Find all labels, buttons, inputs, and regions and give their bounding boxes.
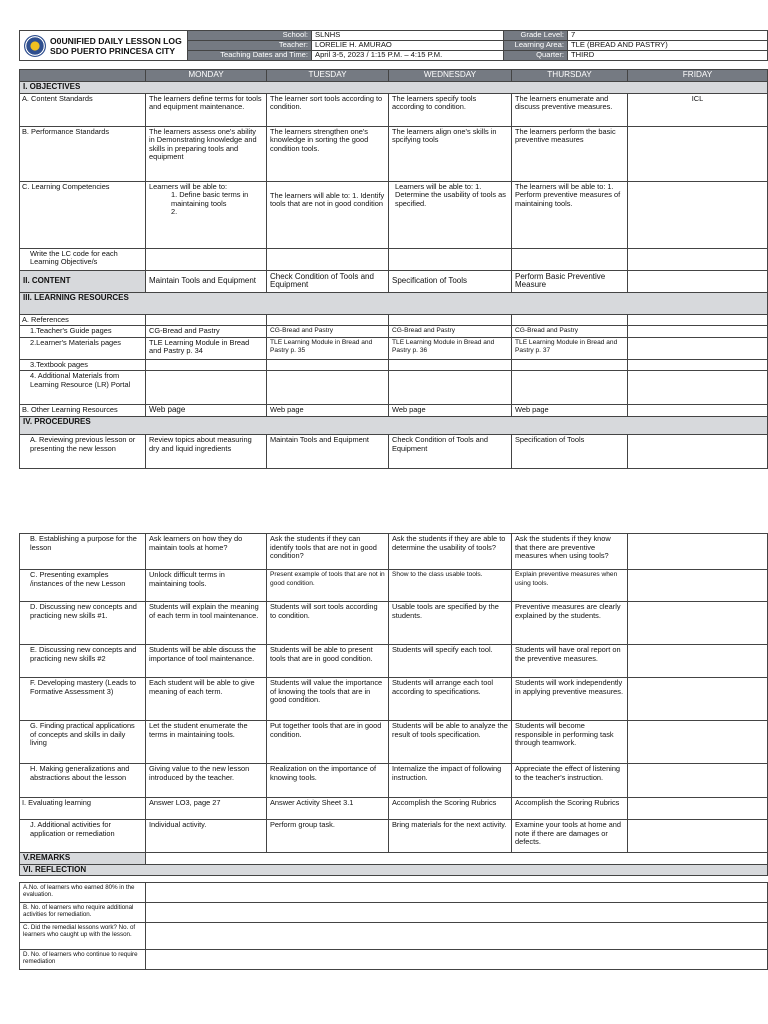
cell-thursday: Ask the students if they know that there are preventive measures when using tools? xyxy=(512,534,628,570)
reflection-c-cell xyxy=(146,923,768,950)
cell-tuesday: Ask the students if they can identify tools that are not in good condition? xyxy=(267,534,389,570)
cell-friday xyxy=(628,371,768,405)
cell-wednesday: Ask the students if they are able to determine the usability of tools? xyxy=(389,534,512,570)
table-row xyxy=(20,93,768,126)
cell-thursday xyxy=(512,248,628,270)
cell-wednesday: Internalize the impact of following instruction. xyxy=(389,764,512,798)
teacher-value: LORELIE H. AMURAO xyxy=(312,41,504,51)
cell-tuesday: Students will value the importance of knowing the tools that are in good condition. xyxy=(267,678,389,721)
cell-wednesday: The learners align one's skills in spcifying tools xyxy=(389,126,512,181)
cell-friday xyxy=(628,435,768,469)
school-label: School: xyxy=(188,31,312,41)
row-label: J. Additional activities for application or remediation xyxy=(20,820,146,853)
table-row xyxy=(20,371,768,405)
cell-thursday xyxy=(512,371,628,405)
row-label: D. Discussing new concepts and practicing new skills #1. xyxy=(20,602,146,645)
competency-item-2: 2. xyxy=(171,207,178,217)
row-label: A. References xyxy=(20,314,146,326)
cell-tuesday: The learners strengthen one's knowledge in sorting the good condition tools. xyxy=(267,126,389,181)
cell-monday: CG-Bread and Pastry xyxy=(146,326,267,338)
cell-thursday: Perform Basic Preventive Measure xyxy=(512,270,628,292)
competency-item-1: 1. Define basic terms in maintaining tools xyxy=(171,190,249,208)
cell-friday xyxy=(628,405,768,417)
table-row xyxy=(20,181,768,248)
table-row xyxy=(20,534,768,570)
cell-thursday: Students will have oral report on the preventive measures. xyxy=(512,645,628,678)
cell-monday: Students will be able discuss the importance of tool maintenance. xyxy=(146,645,267,678)
cell-tuesday: Students will sort tools according to condition. xyxy=(267,602,389,645)
remarks-cell xyxy=(146,853,768,865)
cell-monday: The learners assess one's ability in Demonstrating knowledge and skills in preparing tools and equipment xyxy=(146,126,267,181)
row-label: 2.Learner's Materials pages xyxy=(20,337,146,359)
table-row xyxy=(20,359,768,371)
cell-friday xyxy=(628,602,768,645)
cell-thursday: The learners perform the basic preventive measures xyxy=(512,126,628,181)
cell-wednesday: Students will arrange each tool according to specifications. xyxy=(389,678,512,721)
row-label: Write the LC code for each Learning Objective/s xyxy=(20,248,146,270)
table-row xyxy=(20,602,768,645)
cell-wednesday: The learners specify tools according to condition. xyxy=(389,93,512,126)
remarks-heading: V.REMARKS xyxy=(20,853,146,865)
teacher-label: Teacher: xyxy=(188,41,312,51)
day-header-wednesday: WEDNESDAY xyxy=(389,70,512,82)
row-label: I. Evaluating learning xyxy=(20,798,146,820)
cell-thursday: Appreciate the effect of listening to the teacher's instruction. xyxy=(512,764,628,798)
row-label: C. Learning Competencies xyxy=(20,181,146,248)
objectives-heading-row xyxy=(20,82,768,94)
cell-tuesday: Web page xyxy=(267,405,389,417)
cell-friday xyxy=(628,248,768,270)
row-label: H. Making generalizations and abstractions about the lesson xyxy=(20,764,146,798)
cell-tuesday: Put together tools that are in good condition. xyxy=(267,721,389,764)
cell-monday xyxy=(146,371,267,405)
cell-thursday xyxy=(512,314,628,326)
cell-wednesday: Check Condition of Tools and Equipment xyxy=(389,435,512,469)
table-row xyxy=(20,314,768,326)
grade-label: Grade Level: xyxy=(504,31,568,41)
cell-tuesday: Perform group task. xyxy=(267,820,389,853)
cell-thursday: The learners will be able to: 1. Perform preventive measures of maintaining tools. xyxy=(512,181,628,248)
cell-monday: TLE Learning Module in Bread and Pastry p. 34 xyxy=(146,337,267,359)
cell-wednesday xyxy=(389,314,512,326)
header-title-cell xyxy=(20,31,188,61)
row-label: 4. Additional Materials from Learning Resource (LR) Portal xyxy=(20,371,146,405)
cell-tuesday: Realization on the importance of knowing tools. xyxy=(267,764,389,798)
cell-tuesday xyxy=(267,314,389,326)
school-value: SLNHS xyxy=(312,31,504,41)
cell-monday: Maintain Tools and Equipment xyxy=(146,270,267,292)
row-label: G. Finding practical applications of concepts and skills in daily living xyxy=(20,721,146,764)
procedures-heading-row xyxy=(20,417,768,435)
cell-monday: Review topics about measuring dry and liquid ingredients xyxy=(146,435,267,469)
lesson-table-part2 xyxy=(19,533,768,876)
cell-friday xyxy=(628,359,768,371)
row-label: A. Content Standards xyxy=(20,93,146,126)
cell-wednesday xyxy=(389,248,512,270)
row-label: B. Other Learning Resources xyxy=(20,405,146,417)
table-row xyxy=(20,903,768,923)
table-row xyxy=(20,883,768,903)
reflection-b-cell xyxy=(146,903,768,923)
cell-tuesday: The learner sort tools according to condition. xyxy=(267,93,389,126)
table-row xyxy=(20,435,768,469)
reflection-c-label: C. Did the remedial lessons work? No. of learners who caught up with the lesson. xyxy=(20,923,146,950)
cell-monday: Giving value to the new lesson introduced by the teacher. xyxy=(146,764,267,798)
cell-friday xyxy=(628,270,768,292)
cell-tuesday: Present example of tools that are not in good condition. xyxy=(267,570,389,602)
cell-friday xyxy=(628,534,768,570)
cell-tuesday: Maintain Tools and Equipment xyxy=(267,435,389,469)
cell-friday xyxy=(628,126,768,181)
cell-tuesday: Answer Activity Sheet 3.1 xyxy=(267,798,389,820)
cell-wednesday: TLE Learning Module in Bread and Pastry p. 36 xyxy=(389,337,512,359)
row-label: F. Developing mastery (Leads to Formative Assessment 3) xyxy=(20,678,146,721)
competency-intro: Learners will be able to: xyxy=(149,181,228,191)
cell-friday xyxy=(628,181,768,248)
table-row xyxy=(20,950,768,970)
cell-monday xyxy=(146,248,267,270)
cell-thursday xyxy=(512,359,628,371)
row-label: 1.Teacher's Guide pages xyxy=(20,326,146,338)
area-value: TLE (BREAD AND PASTRY) xyxy=(568,41,768,51)
lesson-table-part1 xyxy=(19,69,768,469)
table-row xyxy=(20,405,768,417)
reflection-b-label: B. No. of learners who require additional activities for remediation. xyxy=(20,903,146,923)
cell-monday: Ask learners on how they do maintain tools at home? xyxy=(146,534,267,570)
reflection-d-cell xyxy=(146,950,768,970)
cell-friday xyxy=(628,764,768,798)
objectives-heading: I. OBJECTIVES xyxy=(20,82,768,94)
cell-friday xyxy=(628,721,768,764)
cell-wednesday: Specification of Tools xyxy=(389,270,512,292)
row-label: C. Presenting examples /instances of the new Lesson xyxy=(20,570,146,602)
table-row xyxy=(20,645,768,678)
cell-thursday: Web page xyxy=(512,405,628,417)
cell-monday: The learners define terms for tools and equipment maintenance. xyxy=(146,93,267,126)
division-seal-icon xyxy=(24,35,46,57)
area-label: Learning Area: xyxy=(504,41,568,51)
cell-tuesday: Check Condition of Tools and Equipment xyxy=(267,270,389,292)
cell-thursday: Accomplish the Scoring Rubrics xyxy=(512,798,628,820)
cell-wednesday xyxy=(389,359,512,371)
day-header-row xyxy=(20,70,768,82)
cell-tuesday: TLE Learning Module in Bread and Pastry p. 35 xyxy=(267,337,389,359)
header-table xyxy=(19,30,768,61)
table-row xyxy=(20,721,768,764)
cell-wednesday: Students will be able to analyze the result of tools specification. xyxy=(389,721,512,764)
dates-label: Teaching Dates and Time: xyxy=(188,51,312,61)
cell-tuesday: CG-Bread and Pastry xyxy=(267,326,389,338)
cell-monday: Each student will be able to give meaning of each term. xyxy=(146,678,267,721)
reflection-a-cell xyxy=(146,883,768,903)
table-row xyxy=(20,764,768,798)
table-row xyxy=(20,248,768,270)
row-label: B. Establishing a purpose for the lesson xyxy=(20,534,146,570)
cell-thursday: Explain preventive measures when using tools. xyxy=(512,570,628,602)
cell-wednesday: Learners will be able to: 1. Determine the usability of tools as specified. xyxy=(389,181,512,248)
cell-friday xyxy=(628,326,768,338)
cell-tuesday: Students will be able to present tools that are in good condition. xyxy=(267,645,389,678)
content-heading: II. CONTENT xyxy=(20,270,146,292)
grade-value: 7 xyxy=(568,31,768,41)
cell-monday xyxy=(146,181,267,248)
resources-heading: III. LEARNING RESOURCES xyxy=(20,292,768,314)
cell-thursday: Students will become responsible in performing task through teamwork. xyxy=(512,721,628,764)
cell-monday: Let the student enumerate the terms in maintaining tools. xyxy=(146,721,267,764)
cell-thursday: Preventive measures are clearly explained by the students. xyxy=(512,602,628,645)
cell-thursday: The learners enumerate and discuss preventive measures. xyxy=(512,93,628,126)
cell-wednesday: Bring materials for the next activity. xyxy=(389,820,512,853)
cell-friday xyxy=(628,678,768,721)
reflection-a-label: A.No. of learners who earned 80% in the evaluation. xyxy=(20,883,146,903)
cell-wednesday xyxy=(389,371,512,405)
resources-heading-row xyxy=(20,292,768,314)
cell-friday xyxy=(628,570,768,602)
cell-monday: Individual activity. xyxy=(146,820,267,853)
cell-monday xyxy=(146,359,267,371)
day-header-blank xyxy=(20,70,146,82)
cell-monday: Unlock difficult terms in maintaining tools. xyxy=(146,570,267,602)
cell-friday xyxy=(628,645,768,678)
procedures-heading: IV. PROCEDURES xyxy=(20,417,768,435)
table-row xyxy=(20,798,768,820)
day-header-monday: MONDAY xyxy=(146,70,267,82)
day-header-friday: FRIDAY xyxy=(628,70,768,82)
cell-tuesday xyxy=(267,248,389,270)
table-row xyxy=(20,570,768,602)
row-label: B. Performance Standards xyxy=(20,126,146,181)
table-row xyxy=(20,820,768,853)
table-row xyxy=(20,337,768,359)
cell-friday xyxy=(628,798,768,820)
table-row xyxy=(20,326,768,338)
cell-monday: Students will explain the meaning of each term in tool maintenance. xyxy=(146,602,267,645)
cell-friday xyxy=(628,314,768,326)
cell-thursday: CG-Bread and Pastry xyxy=(512,326,628,338)
division-title: SDO PUERTO PRINCESA CITY xyxy=(50,45,176,56)
cell-thursday: Students will work independently in applying preventive measures. xyxy=(512,678,628,721)
log-title: O0UNIFIED DAILY LESSON LOG xyxy=(50,35,182,46)
cell-thursday: Specification of Tools xyxy=(512,435,628,469)
cell-monday: Answer LO3, page 27 xyxy=(146,798,267,820)
cell-wednesday: Students will specify each tool. xyxy=(389,645,512,678)
dates-value: April 3-5, 2023 / 1:15 P.M. – 4:15 P.M. xyxy=(312,51,504,61)
day-header-thursday: THURSDAY xyxy=(512,70,628,82)
content-row xyxy=(20,270,768,292)
cell-friday xyxy=(628,337,768,359)
quarter-label: Quarter: xyxy=(504,51,568,61)
quarter-value: THIRD xyxy=(568,51,768,61)
table-row xyxy=(20,126,768,181)
table-row xyxy=(20,678,768,721)
reflection-d-label: D. No. of learners who continue to require remediation xyxy=(20,950,146,970)
cell-wednesday: CG-Bread and Pastry xyxy=(389,326,512,338)
cell-friday: ICL xyxy=(628,93,768,126)
cell-tuesday xyxy=(267,359,389,371)
cell-tuesday xyxy=(267,371,389,405)
remarks-row xyxy=(20,853,768,865)
cell-wednesday: Usable tools are specified by the students. xyxy=(389,602,512,645)
reflection-table xyxy=(19,882,768,970)
row-label: E. Discussing new concepts and practicing new skills #2 xyxy=(20,645,146,678)
cell-monday: Web page xyxy=(146,405,267,417)
cell-wednesday: Web page xyxy=(389,405,512,417)
table-row xyxy=(20,923,768,950)
cell-friday xyxy=(628,820,768,853)
row-label: A. Reviewing previous lesson or presenting the new lesson xyxy=(20,435,146,469)
day-header-tuesday: TUESDAY xyxy=(267,70,389,82)
cell-thursday: TLE Learning Module in Bread and Pastry p. 37 xyxy=(512,337,628,359)
cell-tuesday: The learners will able to: 1. Identify tools that are not in good condition xyxy=(267,181,389,248)
reflection-heading-row xyxy=(20,864,768,876)
cell-thursday: Examine your tools at home and note if there are damages or defects. xyxy=(512,820,628,853)
cell-wednesday: Show to the class usable tools. xyxy=(389,570,512,602)
cell-wednesday: Accomplish the Scoring Rubrics xyxy=(389,798,512,820)
row-label: 3.Textbook pages xyxy=(20,359,146,371)
reflection-heading: VI. REFLECTION xyxy=(20,864,768,876)
cell-monday xyxy=(146,314,267,326)
